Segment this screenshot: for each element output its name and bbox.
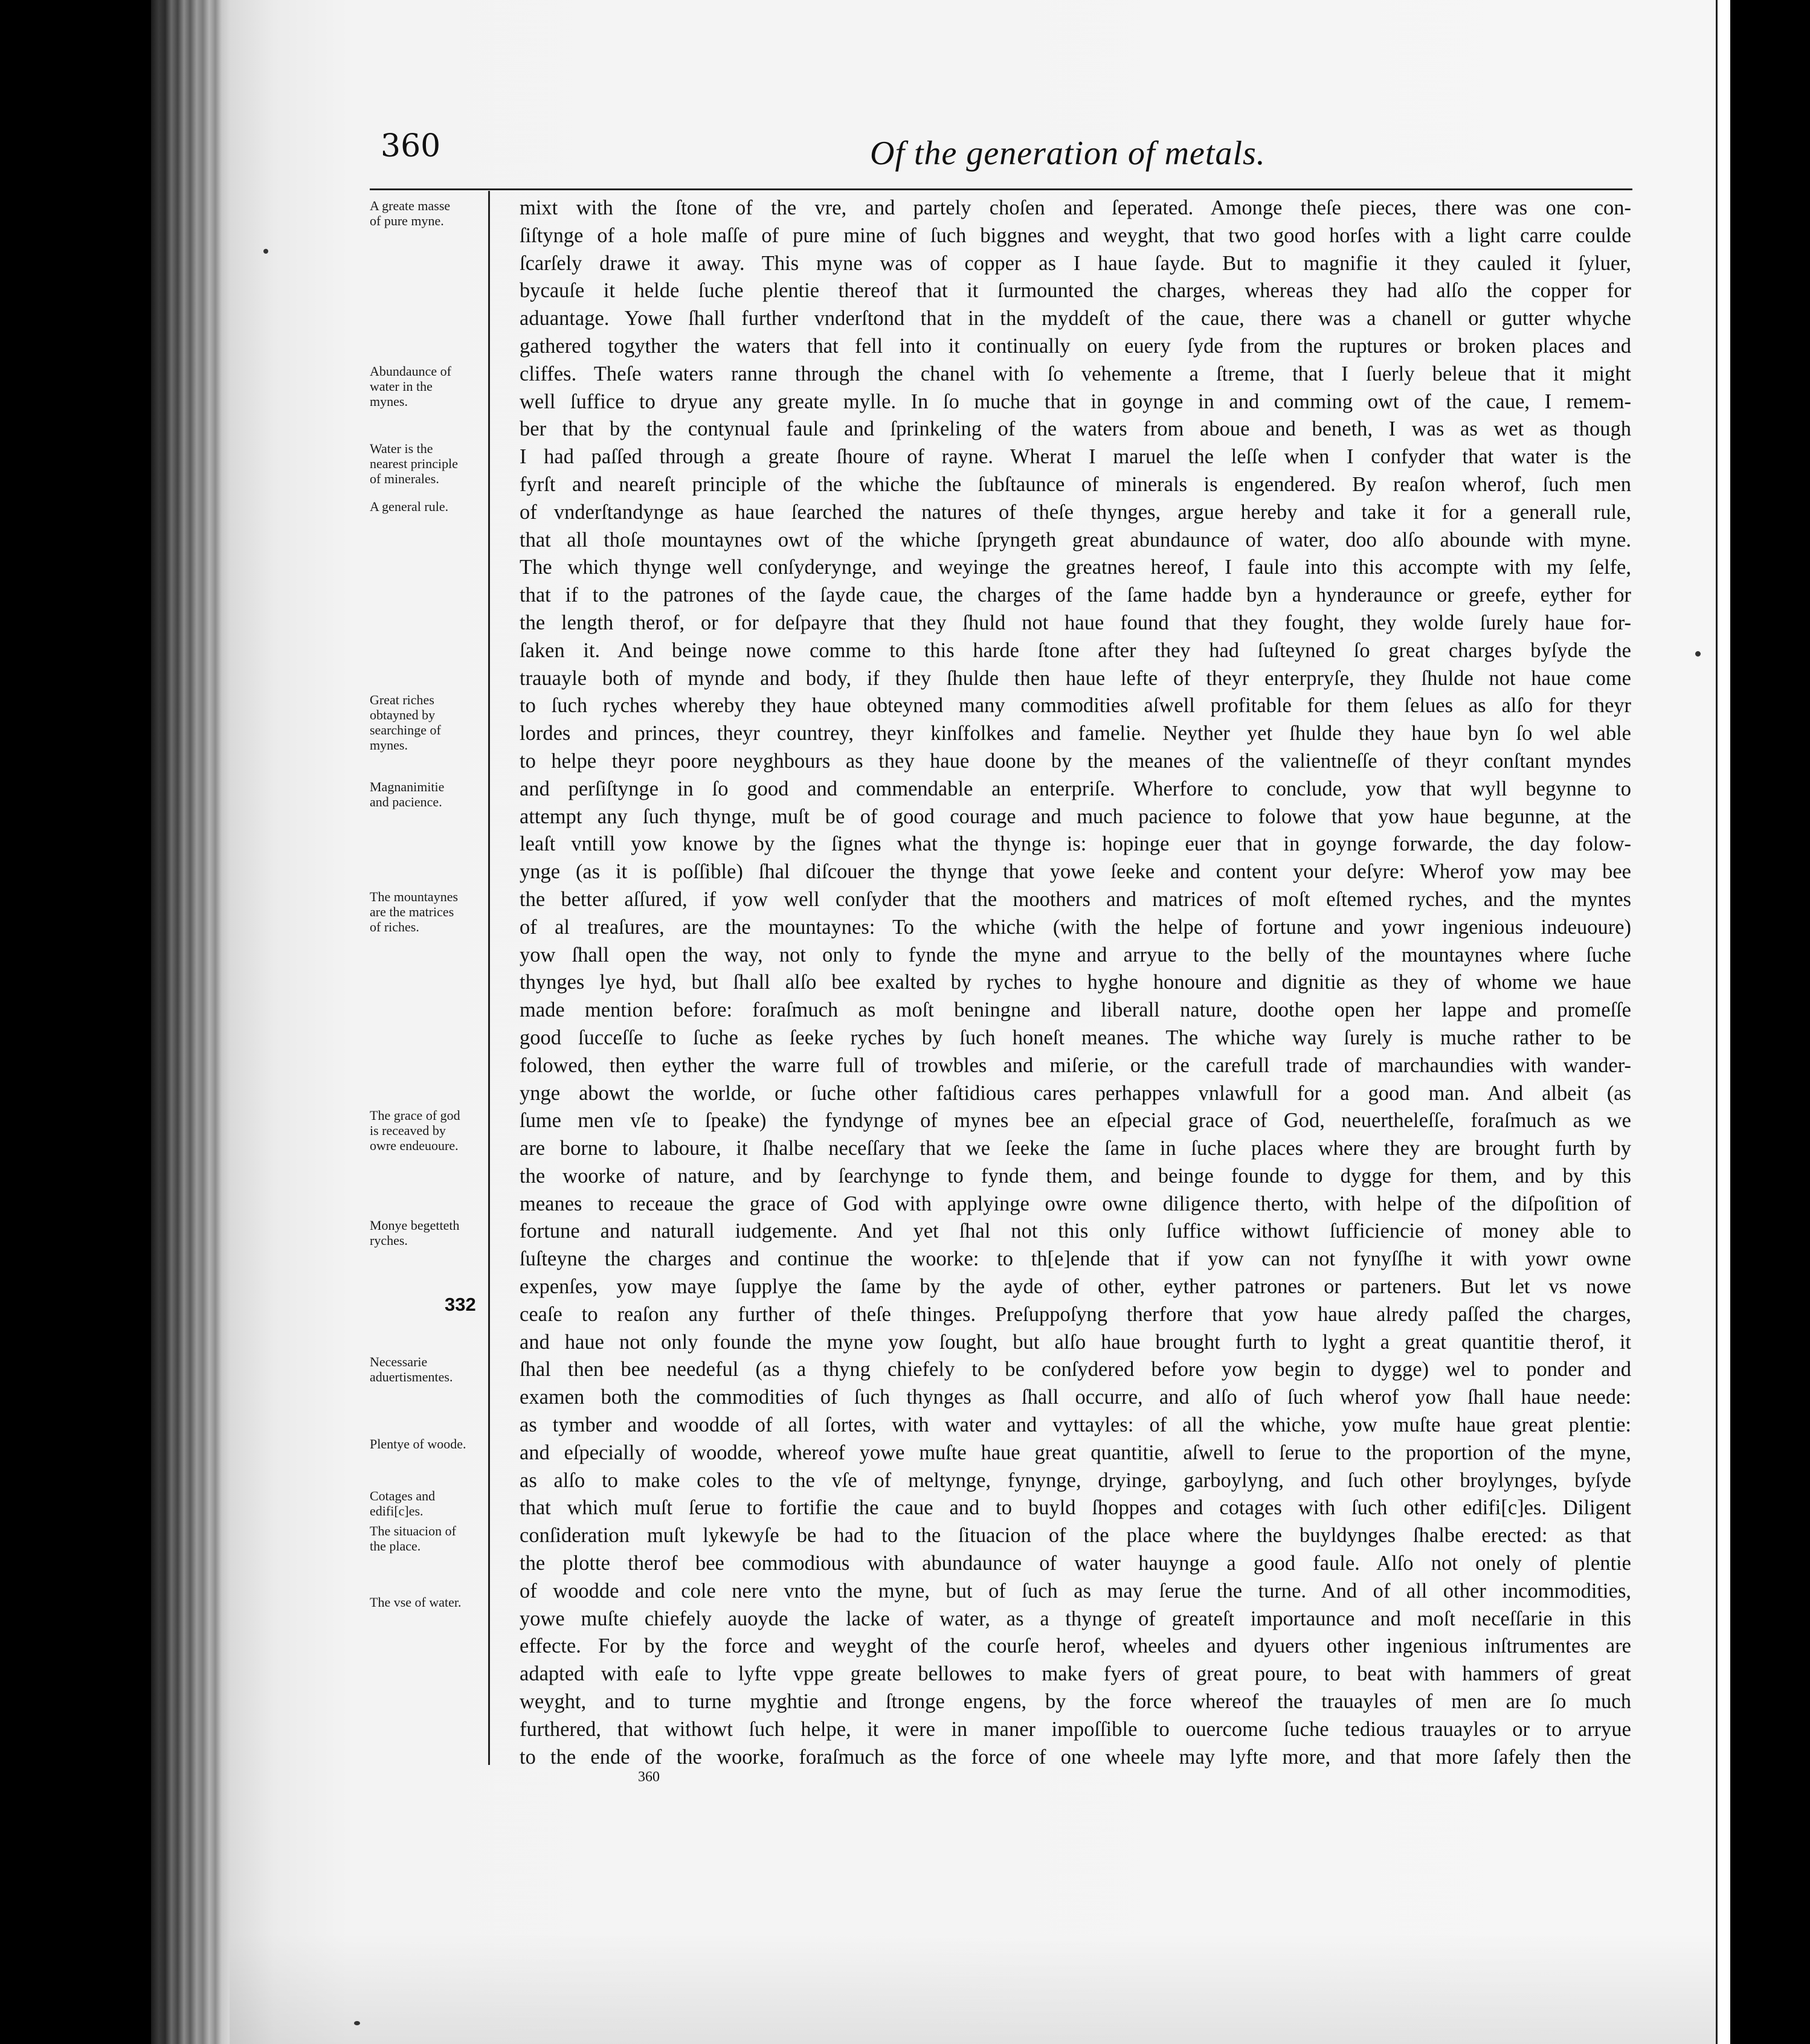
running-title: Of the generation of metals. — [870, 135, 1266, 172]
text-line: ſume men vſe to ſpeake) the fyndynge of mynes bee an eſpecial grace of God, neuertheleſſe, foraſmuch as we — [520, 1109, 1631, 1133]
scan-border-left — [0, 0, 151, 2044]
footer-page-number: 360 — [638, 1769, 660, 1785]
margin-column-rule — [488, 191, 490, 1765]
text-line: The which thynge well conſyderynge, and weyinge the greatnes hereof, I faule into this accompte with my ſelfe, — [520, 556, 1631, 579]
margin-note: A general rule. — [370, 499, 449, 514]
text-line: leaſt vntill yow knowe by the ſignes what the thynge is: hopinge euer that in goynge forwarde, the day folow- — [520, 832, 1631, 856]
text-line: as alſo to make coles to the vſe of meltynge, fynynge, dryinge, garboylyng, and ſuch other broylynges, byſyde — [520, 1468, 1631, 1492]
book-page-edges — [151, 0, 230, 2044]
text-line: the length therof, or for deſpayre that they ſhuld not haue found that they fought, they wolde ſurely haue for- — [520, 611, 1631, 634]
text-line: folowed, then eyther the warre full of trowbles and miſerie, or the carefull trade of marchaundies with wander- — [520, 1053, 1631, 1077]
text-line: ſiſtynge of a hole maſſe of pure mine of ſuch biggnes and weyght, that two good horſes with a light carre coulde — [520, 223, 1631, 247]
text-line: the better aſſured, if yow well conſyder that the moothers and matrices of moſt eſtemed ryches, and the myntes — [520, 887, 1631, 911]
scan-speck — [263, 249, 268, 254]
margin-note: Abundaunce of water in the mynes. — [370, 364, 452, 409]
text-line: gathered togyther the waters that fell into it continually on euery ſyde from the ruptures or broken places and — [520, 334, 1631, 358]
text-line: of woodde and cole nere vnto the myne, but of ſuch as may ſerue the turne. And of all other incommodities, — [520, 1579, 1631, 1602]
margin-note: Plentye of woode. — [370, 1436, 466, 1451]
margin-note: Necessarie aduertismentes. — [370, 1354, 453, 1384]
margin-note: The vse of water. — [370, 1595, 462, 1610]
facing-page-edge — [1716, 0, 1732, 2044]
text-line: to ſuch ryches whereby they haue obteyned many commodities aſwell profitable for them ſelues as alſo for theyr — [520, 694, 1631, 718]
text-line: and perſiſtynge in ſo good and commendable an enterpriſe. Wherfore to conclude, yow that wyll begynne to — [520, 777, 1631, 800]
text-line: ſhal then bee needeful (as a thyng chiefely to be conſydered before yow begin to dygge) wel to ponder and — [520, 1358, 1631, 1381]
text-line: attempt any ſuch thynge, muſt be of good courage and much pacience to folowe that yow haue begunne, at the — [520, 805, 1631, 828]
margin-note: A greate masse of pure myne. — [370, 198, 451, 228]
text-line: the woorke of nature, and by ſearchynge to fynde them, and beinge founde to dygge for them, and by this — [520, 1164, 1631, 1188]
text-line: conſideration muſt lykewyſe be had to the ſituacion of the place where the buyldynges ſhalbe erected: as that — [520, 1524, 1631, 1547]
margin-note: The mountaynes are the matrices of riches. — [370, 889, 459, 934]
page-number: 360 — [381, 128, 441, 164]
text-line: that if to the patrones of the ſayde caue, the charges of the ſame hadde byn a hynderaunce or greefe, eyther for — [520, 583, 1631, 607]
margin-note: Magnanimitie and pacience. — [370, 779, 445, 809]
text-line: examen both the commodities of ſuch thynges as ſhall occurre, and alſo of ſuch wherof yow ſhall haue neede: — [520, 1386, 1631, 1409]
text-line: furthered, that withowt ſuch helpe, it were in maner impoſſible to ouercome ſuche tedious trauayles or to arryue — [520, 1717, 1631, 1741]
text-line: I had paſſed through a greate ſhoure of rayne. Wherat I maruel the leſſe when I confyder that water is the — [520, 445, 1631, 469]
page-bottom-shadow — [230, 1933, 1716, 2044]
text-line: fortune and naturall iudgemente. And yet ſhal not this only ſuffice withowt ſufficiencie of money able to — [520, 1220, 1631, 1243]
text-line: ber that by the contynual faule and ſprinkeling of the waters from aboue and beneth, I was as wet as though — [520, 417, 1631, 441]
margin-note: The situacion of the place. — [370, 1523, 456, 1554]
scan-border-right — [1730, 0, 1810, 2044]
text-line: fyrſt and neareſt principle of the whiche the ſubſtaunce of minerals is engendered. By reaſon wherof, ſuch men — [520, 472, 1631, 496]
text-line: trauayle both of mynde and body, if they ſhulde then haue lefte of theyr enterpryſe, they ſhulde not haue come — [520, 666, 1631, 690]
margin-note: The grace of god is receaved by owre endeuoure. — [370, 1108, 460, 1153]
text-line: effecte. For by the force and weyght of the courſe herof, wheeles and dyuers other ingenious inſtrumentes are — [520, 1634, 1631, 1658]
text-line: to the ende of the woorke, foraſmuch as the force of one wheele may lyfte more, and that more ſafely then the — [520, 1745, 1631, 1769]
body-text — [520, 194, 1631, 1771]
text-line: ceaſe to reaſon any further of theſe thinges. Preſuppoſyng therfore that yow haue alredy paſſed the charges, — [520, 1302, 1631, 1326]
text-line: weyght, and to turne myghtie and ſtronge engens, by the force whereof the trauayles of men are ſo much — [520, 1690, 1631, 1714]
text-line: ynge (as it is poſſible) ſhal diſcouer the thynge that yowe ſeeke and content your deſyre: Wherof yow may bee — [520, 860, 1631, 884]
margin-note: Great riches obtayned by searchinge of mynes. — [370, 692, 441, 753]
text-line: mixt with the ſtone of the vre, and partely choſen and ſeperated. Amonge theſe pieces, there was one con- — [520, 196, 1631, 219]
margin-note: Cotages and edifi[c]es. — [370, 1488, 436, 1519]
text-line: ſaken it. And beinge nowe comme to this harde ſtone after they had ſuſteyned ſo great charges byſyde the — [520, 638, 1631, 662]
text-line: bycauſe it helde ſuche plentie thereof that it ſurmounted the charges, whereas they had alſo the copper for — [520, 279, 1631, 303]
text-line: ſuſteyne the charges and continue the woorke: to th[e]ende that if yow can not fynyſſhe it with yowr owne — [520, 1247, 1631, 1271]
text-line: and eſpecially of woodde, whereof yowe muſte haue great quantitie, aſwell to ſerue to the proportion of the myne, — [520, 1441, 1631, 1464]
text-line: the plotte therof bee commodious with abundaunce of water hauynge a good faule. Alſo not onely of plentie — [520, 1552, 1631, 1575]
text-line: made mention before: foraſmuch as moſt beningne and liberall nature, doothe open her lappe and promeſſe — [520, 998, 1631, 1022]
text-line: aduantage. Yowe ſhall further vnderſtond that in the myddeſt of the caue, there was a chanell or gutter whyche — [520, 307, 1631, 330]
margin-note: Monye begetteth ryches. — [370, 1218, 460, 1248]
text-line: that which muſt ſerue to fortifie the caue and to buyld ſhoppes and cotages with ſuch other edifi[c]es. Diligent — [520, 1496, 1631, 1520]
text-line: adapted with eaſe to lyfte vppe greate bellowes to make fyers of great poure, to beat with hammers of great — [520, 1662, 1631, 1686]
text-line: thynges lye hyd, but ſhall alſo bee exalted by ryches to hyghe honoure and dignitie as they of whome we haue — [520, 971, 1631, 994]
text-line: are borne to laboure, it ſhalbe neceſſary that we ſeeke the ſame in ſuche places where they are brought furth by — [520, 1137, 1631, 1160]
margin-note: Water is the nearest principle of minerales. — [370, 441, 458, 486]
text-line: well ſuffice to dryue any greate mylle. In ſo muche that in goynge in and comming owt of the caue, I remem- — [520, 390, 1631, 413]
text-line: ynge abowt the worlde, or ſuche other faſtidious cares perhappes vnlawfull for a good man. And albeit (as — [520, 1081, 1631, 1105]
text-line: to helpe theyr poore neyghbours as they haue doone by the meanes of the valientneſſe of theyr conſtant myndes — [520, 749, 1631, 773]
text-line: meanes to receaue the grace of God with applyinge owre owne diligence therto, with helpe of the diſpoſition of — [520, 1192, 1631, 1215]
text-line: cliffes. Theſe waters ranne through the chanel with ſo vehemente a ſtreme, that I ſuerly beleue that it might — [520, 362, 1631, 385]
text-line: as tymber and woodde of all ſortes, with water and vyttayles: of all the whiche, yow muſte haue great plentie: — [520, 1413, 1631, 1437]
text-line: of al treaſures, are the mountaynes: To the whiche (with the helpe of fortune and yowr ingenious indeuoure) — [520, 915, 1631, 939]
text-line: lordes and princes, theyr countrey, theyr kinſfolkes and famelie. Neyther yet ſhulde they haue byn ſo wel able — [520, 722, 1631, 745]
text-line: that all thoſe mountaynes owt of the whiche ſpryngeth great abundaunce of water, doo alſo abounde with myne. — [520, 528, 1631, 551]
text-line: of vnderſtandynge as haue ſearched the natures of theſe thynges, argue hereby and take it for a generall rule, — [520, 500, 1631, 524]
header-rule — [370, 188, 1632, 190]
scan-speck — [1695, 651, 1701, 657]
text-line: and haue not only founde the myne yow ſought, but alſo haue brought furth to lyght a great quantitie therof, it — [520, 1330, 1631, 1354]
text-line: yowe muſte chiefely auoyde the lacke of water, as a thynge of greateſt importaunce and moſt neceſſarie in this — [520, 1607, 1631, 1630]
text-line: ſcarſely drawe it away. This myne was of copper as I haue ſayde. But to magnifie it they cauled it ſyluer, — [520, 251, 1631, 275]
text-line: good ſucceſſe to ſuche as ſeeke ryches by ſuch honeſt meanes. The whiche way ſurely is muche rather to be — [520, 1026, 1631, 1049]
folio-number: 332 — [445, 1294, 476, 1315]
scan-speck — [354, 2021, 360, 2025]
text-line: expenſes, yow maye ſupplye the ſame by the ayde of other, eyther patrones or parteners. But let vs nowe — [520, 1275, 1631, 1299]
text-line: yow ſhall open the way, not only to fynde the myne and arryue to the belly of the mountaynes where ſuche — [520, 943, 1631, 966]
